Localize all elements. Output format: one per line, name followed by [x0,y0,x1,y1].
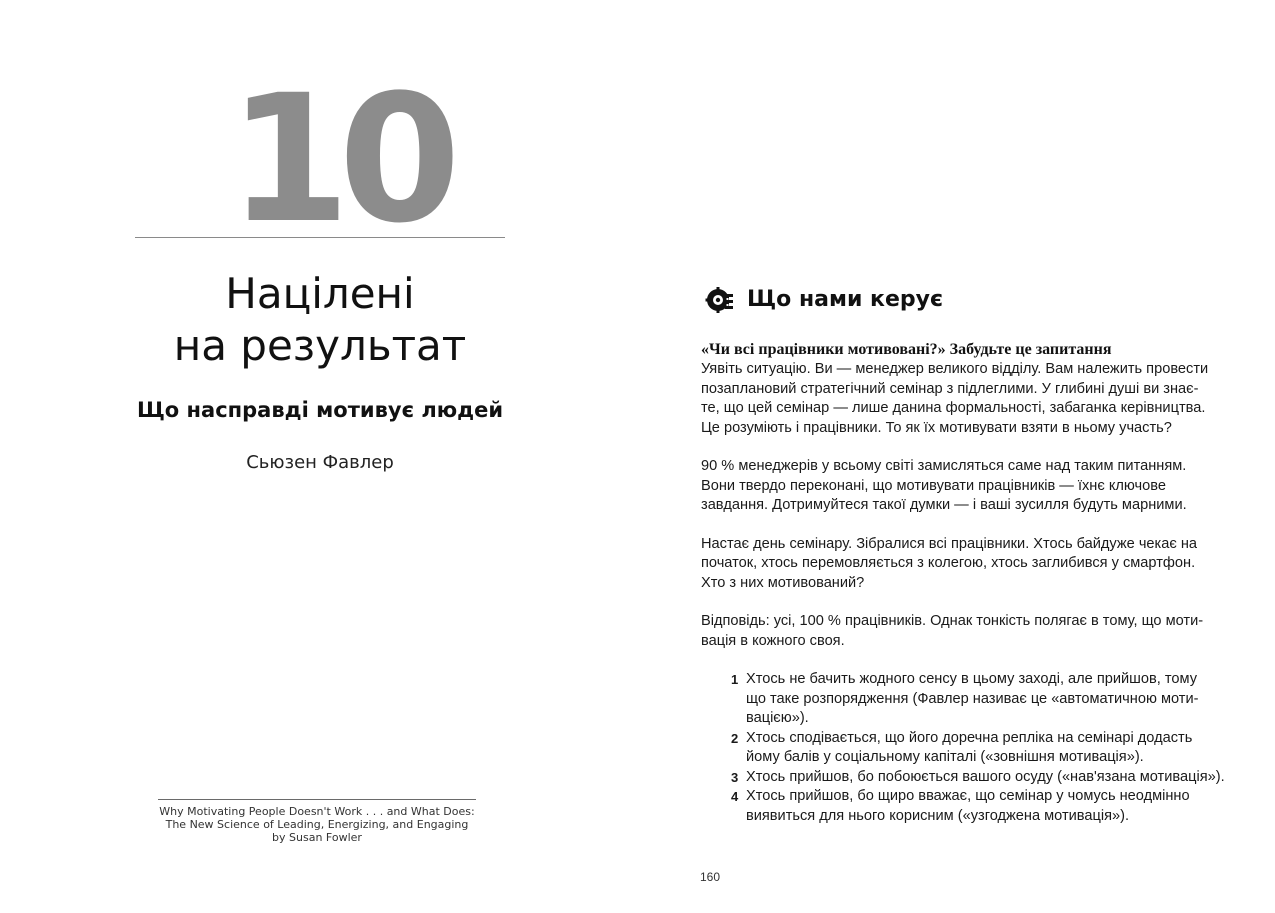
text-line: вацією»). [746,710,809,726]
text-line: Уявіть ситуацію. Ви — менеджер великого відділу. Вам належить провести [701,361,1209,377]
text-line: Це розуміють і працівники. То як їх мотивувати взяти в ньому участь? [701,419,1172,436]
text-line: Настає день семінару. Зібралися всі працівники. Хтось байдуже чекає на [701,535,1198,552]
text-line: виявиться для нього корисним («узгоджена мотивація»). [746,807,1130,824]
book-title-line: Націлені [225,269,415,318]
section-title: Що нами керує [747,287,944,312]
numbered-list [701,670,1233,826]
text-line: Відповідь: усі, 100 % працівників. Однак тонкість полягає в тому, що моти- [701,613,1204,629]
list-number: 3 [731,769,739,785]
text-line: Хто з них мотивований? [701,574,865,591]
right-page [640,0,1275,913]
section-header [705,285,943,315]
original-title [130,805,504,844]
text-line: завдання. Дотримуйтеся такої думки — і ваші зусилля будуть марними. [701,497,1187,513]
chapter-divider [135,237,505,238]
chapter-number: 10 [228,57,449,262]
list-number: 4 [731,789,739,804]
list-item [701,768,1233,788]
list-number: 2 [731,730,739,746]
paragraph [701,457,1233,516]
original-title-line: The New Science of Leading, Energizing, and Engaging [165,818,469,831]
list-number: 1 [731,672,739,687]
text-line: Вони твердо переконані, що мотивувати працівників — їхнє ключове [701,477,1166,494]
list-text [746,670,1233,729]
paragraph [701,612,1233,651]
text-line: Хтось прийшов, бо побоюється вашого осуду («нав'язана мотивація»). [746,768,1225,785]
brain-gear-icon [705,285,735,315]
list-text [746,729,1233,768]
lead-heading: «Чи всі працівники мотивовані?» Забудьте це запитання [701,341,1112,358]
original-title-divider [158,799,476,800]
paragraph [701,360,1233,438]
text-line: вація в кожного своя. [701,632,845,649]
original-title-line: by Susan Fowler [272,831,362,844]
book-subtitle: Що насправді мотивує людей [136,398,504,422]
paragraph [701,535,1233,594]
text-line: те, що цей семінар — лише данина формальності, забаганка керівництва. [701,400,1206,416]
list-text [746,768,1233,788]
text-line: Хтось сподівається, що його доречна репліка на семінарі додасть [746,729,1193,746]
book-author: Сьюзен Фавлер [246,452,394,473]
text-line: що таке розпорядження (Фавлер називає це «автоматичною моти- [746,690,1199,707]
list-item [701,729,1233,768]
list-item [701,670,1233,729]
list-text [746,787,1233,826]
text-line: йому балів у соціальному капіталі («зовнішня мотивація»). [746,749,1144,765]
list-item [701,787,1233,826]
book-title-line: на результат [173,321,467,370]
text-line: Хтось не бачить жодного сенсу в цьому заході, але прийшов, тому [746,671,1197,687]
body-text [701,340,1233,826]
page-number: 160 [700,870,721,884]
book-title [135,268,505,372]
original-title-line: Why Motivating People Doesn't Work . . . and What Does: [159,805,475,818]
text-line: початок, хтось перемовляється з колегою, хтось заглибився у смартфон. [701,555,1196,571]
text-line: 90 % менеджерів у всьому світі замисляться саме над таким питанням. [701,458,1187,474]
text-line: позаплановий стратегічний семінар з підлеглими. У глибині душі ви знає- [701,380,1199,397]
text-line: Хтось прийшов, бо щиро вважає, що семінар у чомусь неодмінно [746,788,1190,804]
